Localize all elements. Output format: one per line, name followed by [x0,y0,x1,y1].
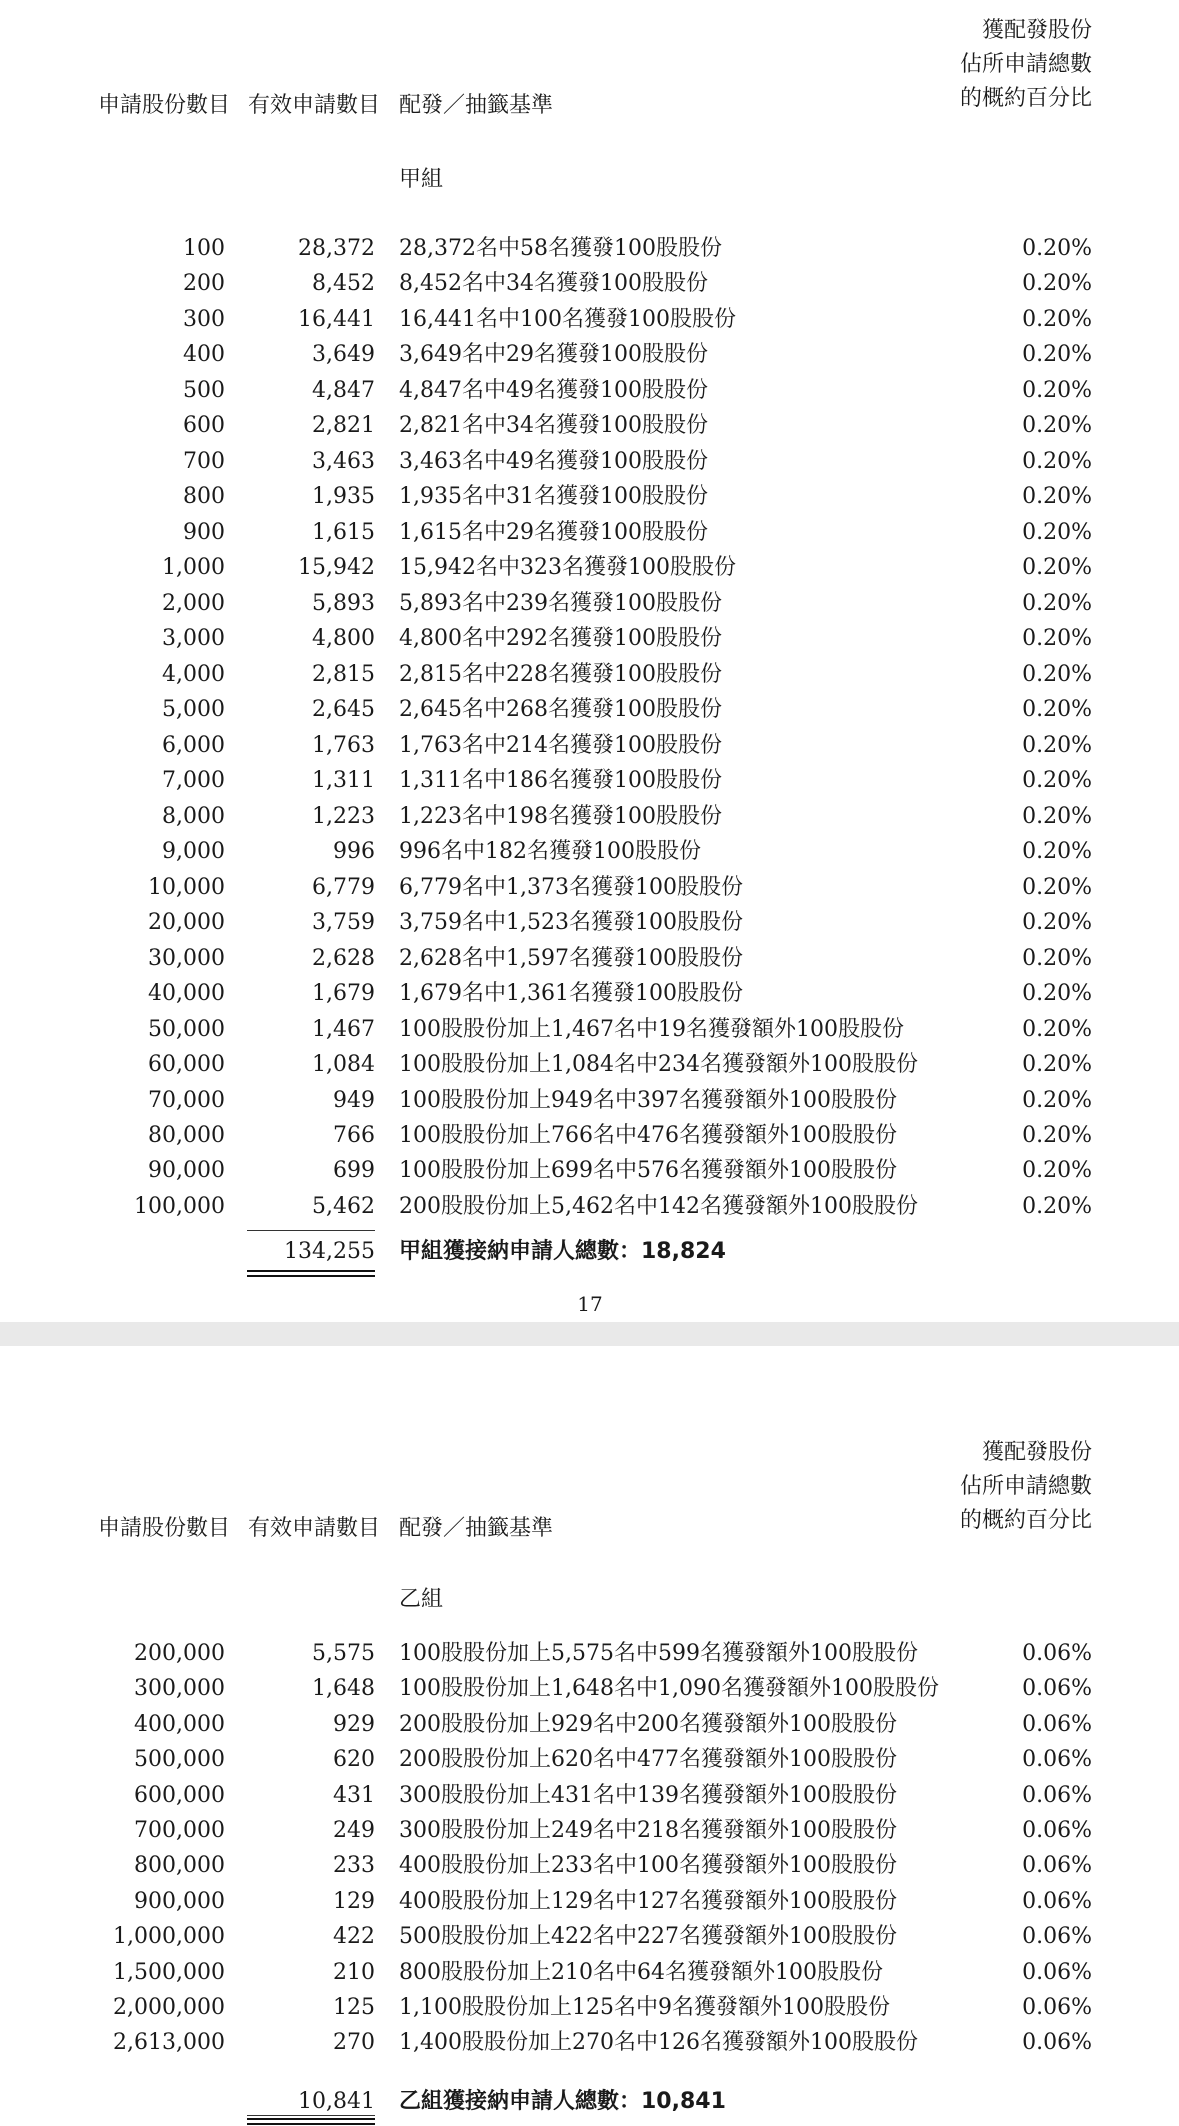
shares-applied-cell: 800,000 [134,1853,225,1879]
valid-applications-cell: 2,628 [312,945,375,971]
group-label-a: 甲組 [399,167,444,192]
table-row [0,870,1179,905]
shares-applied-cell: 600,000 [134,1782,225,1808]
basis-cell: 1,400股股份加上270名中126名獲發額外100股股份 [399,2030,918,2056]
pct-cell: 0.06% [1022,1959,1092,1985]
basis-cell: 4,800名中292名獲發100股股份 [399,626,722,652]
valid-applications-cell: 2,645 [312,697,375,723]
shares-applied-cell: 200,000 [134,1641,225,1666]
valid-applications-cell: 5,462 [312,1193,375,1219]
pct-cell: 0.20% [1022,377,1092,403]
basis-cell: 6,779名中1,373名獲發100股股份 [399,874,743,900]
table-row [0,1813,1179,1848]
shares-applied-cell: 10,000 [148,874,225,900]
valid-applications-cell: 125 [333,1995,375,2020]
basis-cell: 2,815名中228名獲發100股股份 [399,661,722,687]
table-row [0,1848,1179,1883]
shares-applied-cell: 400 [183,342,225,368]
shares-applied-cell: 700 [183,448,225,474]
pct-cell: 0.20% [1022,1016,1092,1042]
shares-applied-cell: 400,000 [134,1711,225,1737]
header-valid-applications: 有效申請數目 [248,93,381,118]
shares-applied-cell: 900,000 [134,1888,225,1914]
pct-cell: 0.06% [1022,1641,1092,1666]
shares-applied-cell: 500 [183,377,225,403]
shares-applied-cell: 8,000 [162,803,225,829]
valid-applications-cell: 2,821 [312,413,375,439]
pct-cell: 0.20% [1022,590,1092,616]
valid-applications-cell: 210 [333,1959,375,1985]
pct-cell: 0.20% [1022,732,1092,758]
basis-cell: 1,679名中1,361名獲發100股股份 [399,981,743,1007]
group-label-b: 乙組 [399,1587,444,1612]
shares-applied-cell: 9,000 [162,839,225,865]
basis-cell: 100股股份加上1,648名中1,090名獲發額外100股股份 [399,1676,939,1702]
table-row [0,728,1179,763]
table-row [0,834,1179,869]
table-row [0,408,1179,443]
basis-cell: 200股股份加上620名中477名獲發額外100股股份 [399,1747,897,1773]
header-pct-line-1: 獲配發股份 [981,1440,1092,1465]
pct-cell: 0.06% [1022,1676,1092,1702]
shares-applied-cell: 40,000 [148,981,225,1007]
table-row [0,621,1179,656]
header-pct-line-2: 佔所申請總數 [959,52,1092,77]
table-row [0,1118,1179,1153]
valid-applications-cell: 996 [333,839,375,865]
basis-cell: 1,935名中31名獲發100股股份 [399,484,708,510]
pct-cell: 0.06% [1022,1888,1092,1914]
table-row [0,1707,1179,1742]
total-row-a [0,1234,1179,1270]
shares-applied-cell: 30,000 [148,945,225,971]
header-pct-line-3: 的概約百分比 [959,86,1092,111]
valid-applications-cell: 1,084 [312,1052,375,1078]
pct-cell: 0.06% [1022,1782,1092,1808]
basis-cell: 300股股份加上249名中218名獲發額外100股股份 [399,1818,897,1843]
table-row [0,1671,1179,1706]
pct-cell: 0.20% [1022,839,1092,865]
shares-applied-cell: 600 [183,413,225,439]
pct-cell: 0.06% [1022,2030,1092,2056]
pct-cell: 0.20% [1022,271,1092,297]
basis-cell: 500股股份加上422名中227名獲發額外100股股份 [399,1924,897,1950]
pct-cell: 0.06% [1022,1818,1092,1843]
shares-applied-cell: 800 [183,484,225,510]
basis-cell: 5,893名中239名獲發100股股份 [399,590,722,616]
shares-applied-cell: 2,000,000 [113,1995,225,2020]
basis-cell: 3,759名中1,523名獲發100股股份 [399,910,743,936]
basis-cell: 1,763名中214名獲發100股股份 [399,732,722,758]
valid-applications-cell: 3,759 [312,910,375,936]
table-row [0,515,1179,550]
valid-applications-cell: 1,648 [312,1676,375,1702]
valid-applications-cell: 422 [333,1924,375,1950]
pct-cell: 0.20% [1022,1052,1092,1078]
table-row [0,1955,1179,1990]
basis-cell: 3,649名中29名獲發100股股份 [399,342,708,368]
pct-cell: 0.06% [1022,1711,1092,1737]
pct-cell: 0.20% [1022,1123,1092,1148]
pct-cell: 0.06% [1022,1995,1092,2020]
shares-applied-cell: 20,000 [148,910,225,936]
basis-cell: 1,223名中198名獲發100股股份 [399,803,722,829]
basis-cell: 3,463名中49名獲發100股股份 [399,448,708,474]
table-row [0,586,1179,621]
basis-cell: 200股股份加上5,462名中142名獲發額外100股股份 [399,1193,918,1219]
shares-applied-cell: 1,000 [162,555,225,581]
basis-cell: 2,628名中1,597名獲發100股股份 [399,945,743,971]
header-pct [960,14,1092,116]
basis-cell: 400股股份加上129名中127名獲發額外100股股份 [399,1888,897,1914]
valid-applications-cell: 766 [333,1123,375,1148]
shares-applied-cell: 900 [183,519,225,545]
header-pct [960,1436,1092,1538]
pct-cell: 0.20% [1022,945,1092,971]
table-row [0,1778,1179,1813]
pct-cell: 0.20% [1022,448,1092,474]
table-row [0,1153,1179,1188]
table-row [0,231,1179,266]
pct-cell: 0.06% [1022,1924,1092,1950]
valid-applications-cell: 4,847 [312,377,375,403]
table-row [0,302,1179,337]
pct-cell: 0.20% [1022,803,1092,829]
table-row [0,692,1179,727]
basis-cell: 100股股份加上699名中576名獲發額外100股股份 [399,1158,897,1184]
shares-applied-cell: 3,000 [162,626,225,652]
valid-applications-cell: 16,441 [298,306,375,332]
shares-applied-cell: 200 [183,271,225,297]
shares-applied-cell: 100,000 [134,1193,225,1219]
basis-cell: 15,942名中323名獲發100股股份 [399,555,736,581]
valid-applications-cell: 129 [333,1888,375,1914]
double-underline [247,1270,375,1277]
shares-applied-cell: 70,000 [148,1087,225,1113]
basis-cell: 8,452名中34名獲發100股股份 [399,271,708,297]
table-row [0,1742,1179,1777]
valid-applications-cell: 15,942 [298,555,375,581]
shares-applied-cell: 2,000 [162,590,225,616]
basis-cell: 16,441名中100名獲發100股股份 [399,306,736,332]
shares-applied-cell: 4,000 [162,661,225,687]
pct-cell: 0.20% [1022,413,1092,439]
table-row [0,550,1179,585]
header-shares-applied: 申請股份數目 [98,93,231,118]
header-pct-line-3: 的概約百分比 [959,1508,1092,1533]
valid-applications-cell: 3,463 [312,448,375,474]
valid-applications-cell: 431 [333,1782,375,1808]
table-row [0,1189,1179,1224]
table-row [0,941,1179,976]
total-accepted-b: 乙組獲接納申請人總數：10,841 [399,2089,726,2114]
shares-applied-cell: 100 [183,236,225,261]
pct-cell: 0.20% [1022,910,1092,936]
double-underline [247,2118,375,2125]
pct-cell: 0.06% [1022,1747,1092,1773]
pct-cell: 0.20% [1022,236,1092,261]
valid-applications-cell: 1,311 [312,768,375,794]
table-row [0,763,1179,798]
shares-applied-cell: 80,000 [148,1123,225,1148]
shares-applied-cell: 1,500,000 [113,1959,225,1985]
table-row [0,1884,1179,1919]
shares-applied-cell: 6,000 [162,732,225,758]
shares-applied-cell: 300,000 [134,1676,225,1702]
shares-applied-cell: 60,000 [148,1052,225,1078]
table-row [0,373,1179,408]
valid-applications-cell: 5,893 [312,590,375,616]
basis-cell: 1,100股股份加上125名中9名獲發額外100股股份 [399,1995,890,2020]
pct-cell: 0.20% [1022,519,1092,545]
table-row [0,266,1179,301]
table-row [0,1012,1179,1047]
header-pct-line-2: 佔所申請總數 [959,1474,1092,1499]
pct-cell: 0.20% [1022,342,1092,368]
shares-applied-cell: 5,000 [162,697,225,723]
basis-cell: 200股股份加上929名中200名獲發額外100股股份 [399,1711,897,1737]
valid-applications-cell: 270 [333,2030,375,2056]
header-basis: 配發／抽籤基準 [399,1516,554,1541]
valid-applications-cell: 699 [333,1158,375,1184]
valid-applications-cell: 249 [333,1818,375,1843]
valid-applications-cell: 1,763 [312,732,375,758]
table-row [0,1083,1179,1118]
basis-cell: 100股股份加上1,084名中234名獲發額外100股股份 [399,1052,918,1078]
valid-applications-cell: 1,615 [312,519,375,545]
basis-cell: 300股股份加上431名中139名獲發額外100股股份 [399,1782,897,1808]
pct-cell: 0.20% [1022,981,1092,1007]
pct-cell: 0.20% [1022,484,1092,510]
valid-applications-cell: 28,372 [298,236,375,261]
valid-applications-cell: 620 [333,1747,375,1773]
table-row [0,1636,1179,1671]
basis-cell: 400股股份加上233名中100名獲發額外100股股份 [399,1853,897,1879]
valid-applications-cell: 233 [333,1853,375,1879]
header-shares-applied: 申請股份數目 [98,1516,231,1541]
total-valid-b: 10,841 [298,2089,375,2114]
basis-cell: 800股股份加上210名中64名獲發額外100股股份 [399,1959,883,1985]
pct-cell: 0.20% [1022,1158,1092,1184]
table-row [0,479,1179,514]
pct-cell: 0.20% [1022,306,1092,332]
total-accepted-a: 甲組獲接納申請人總數：18,824 [399,1239,726,1264]
shares-applied-cell: 300 [183,306,225,332]
basis-cell: 100股股份加上1,467名中19名獲發額外100股股份 [399,1016,904,1042]
total-rule [247,1230,375,1231]
header-valid-applications: 有效申請數目 [248,1516,381,1541]
total-valid-a: 134,255 [284,1239,375,1264]
valid-applications-cell: 2,815 [312,661,375,687]
pct-cell: 0.20% [1022,626,1092,652]
pct-cell: 0.20% [1022,661,1092,687]
valid-applications-cell: 1,467 [312,1016,375,1042]
valid-applications-cell: 1,223 [312,803,375,829]
shares-applied-cell: 500,000 [134,1747,225,1773]
basis-cell: 28,372名中58名獲發100股股份 [399,236,722,261]
shares-applied-cell: 50,000 [148,1016,225,1042]
basis-cell: 4,847名中49名獲發100股股份 [399,377,708,403]
pct-cell: 0.20% [1022,697,1092,723]
table-row [0,337,1179,372]
pct-cell: 0.20% [1022,768,1092,794]
basis-cell: 1,311名中186名獲發100股股份 [399,768,722,794]
valid-applications-cell: 6,779 [312,874,375,900]
pct-cell: 0.06% [1022,1853,1092,1879]
table-row [0,444,1179,479]
table-row [0,1990,1179,2025]
pct-cell: 0.20% [1022,1087,1092,1113]
table-row [0,1919,1179,1954]
shares-applied-cell: 2,613,000 [113,2030,225,2056]
basis-cell: 100股股份加上5,575名中599名獲發額外100股股份 [399,1641,918,1666]
basis-cell: 996名中182名獲發100股股份 [399,839,701,865]
shares-applied-cell: 7,000 [162,768,225,794]
table-row [0,657,1179,692]
basis-cell: 2,821名中34名獲發100股股份 [399,413,708,439]
shares-applied-cell: 700,000 [134,1818,225,1843]
shares-applied-cell: 1,000,000 [113,1924,225,1950]
valid-applications-cell: 1,935 [312,484,375,510]
valid-applications-cell: 929 [333,1711,375,1737]
valid-applications-cell: 8,452 [312,271,375,297]
valid-applications-cell: 3,649 [312,342,375,368]
pct-cell: 0.20% [1022,555,1092,581]
shares-applied-cell: 90,000 [148,1158,225,1184]
table-row [0,976,1179,1011]
pct-cell: 0.20% [1022,874,1092,900]
total-row-b [0,2084,1179,2120]
valid-applications-cell: 5,575 [312,1641,375,1666]
table-row [0,799,1179,834]
table-row [0,2025,1179,2060]
basis-cell: 100股股份加上949名中397名獲發額外100股股份 [399,1087,897,1113]
basis-cell: 100股股份加上766名中476名獲發額外100股股份 [399,1123,897,1148]
table-row [0,905,1179,940]
pct-cell: 0.20% [1022,1193,1092,1219]
header-pct-line-1: 獲配發股份 [981,18,1092,43]
page-18 [0,1346,1179,2126]
basis-cell: 2,645名中268名獲發100股股份 [399,697,722,723]
page-number: 17 [577,1292,603,1316]
valid-applications-cell: 949 [333,1087,375,1113]
table-row [0,1047,1179,1082]
basis-cell: 1,615名中29名獲發100股股份 [399,519,708,545]
header-basis: 配發／抽籤基準 [399,93,554,118]
valid-applications-cell: 4,800 [312,626,375,652]
valid-applications-cell: 1,679 [312,981,375,1007]
